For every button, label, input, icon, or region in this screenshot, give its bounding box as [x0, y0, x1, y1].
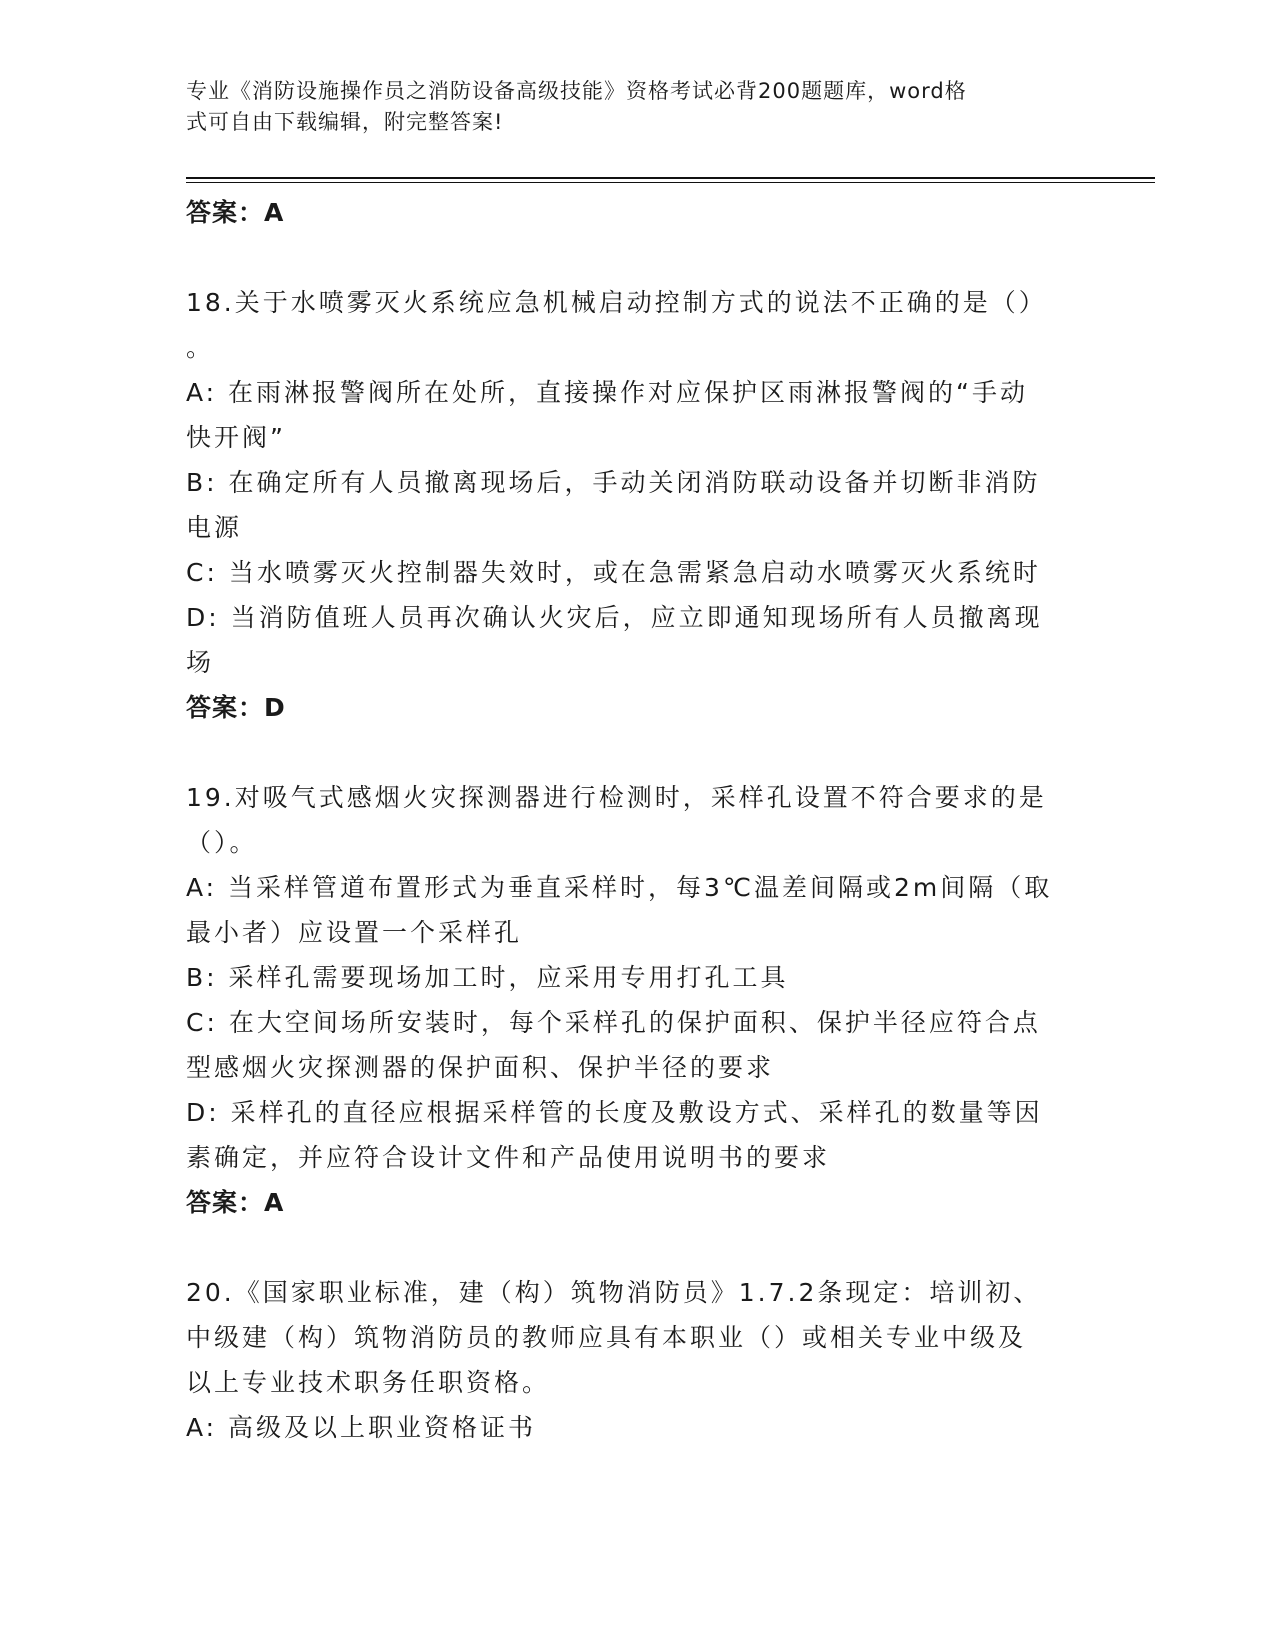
- header-line-2: 式可自由下载编辑，附完整答案!: [186, 110, 504, 134]
- text-line: 中级建（构）筑物消防员的教师应具有本职业（）或相关专业中级及: [186, 1323, 1027, 1352]
- text-line: A: 高级及以上职业资格证书: [186, 1413, 537, 1442]
- text-line: 。: [186, 333, 215, 362]
- header-divider-thin: [186, 182, 1155, 183]
- text-line: 电源: [186, 513, 243, 542]
- text-line: 19.对吸气式感烟火灾探测器进行检测时，采样孔设置不符合要求的是: [186, 783, 1047, 812]
- text-line: C: 当水喷雾灭火控制器失效时，或在急需紧急启动水喷雾灭火系统时: [186, 558, 1041, 587]
- paragraph-gap: [186, 1225, 1076, 1270]
- answer-line: 答案：D: [186, 693, 286, 722]
- paragraph-gap: [186, 235, 1076, 280]
- question-content: [186, 190, 1076, 1450]
- header-divider-thick: [186, 177, 1155, 179]
- text-line: 18.关于水喷雾灭火系统应急机械启动控制方式的说法不正确的是（）: [186, 288, 1047, 317]
- text-line: 最小者）应设置一个采样孔: [186, 918, 523, 947]
- text-line: A: 在雨淋报警阀所在处所，直接操作对应保护区雨淋报警阀的“手动: [186, 378, 1028, 407]
- document-header: [186, 76, 1066, 138]
- text-line: 快开阀”: [186, 423, 286, 452]
- text-line: B: 在确定所有人员撤离现场后，手动关闭消防联动设备并切断非消防: [186, 468, 1041, 497]
- answer-line: 答案：A: [186, 198, 285, 227]
- text-line: 场: [186, 648, 215, 677]
- text-line: 以上专业技术职务任职资格。: [186, 1368, 551, 1397]
- text-line: A: 当采样管道布置形式为垂直采样时，每3℃温差间隔或2m间隔（取: [186, 873, 1053, 902]
- text-line: D: 当消防值班人员再次确认火灾后，应立即通知现场所有人员撤离现: [186, 603, 1043, 632]
- text-line: C: 在大空间场所安装时，每个采样孔的保护面积、保护半径应符合点: [186, 1008, 1041, 1037]
- paragraph-gap: [186, 730, 1076, 775]
- text-line: 型感烟火灾探测器的保护面积、保护半径的要求: [186, 1053, 775, 1082]
- text-line: B: 采样孔需要现场加工时，应采用专用打孔工具: [186, 963, 789, 992]
- text-line: （）。: [186, 828, 258, 857]
- text-line: 20.《国家职业标准，建（构）筑物消防员》1.7.2条现定：培训初、: [186, 1278, 1042, 1307]
- text-line: D: 采样孔的直径应根据采样管的长度及敷设方式、采样孔的数量等因: [186, 1098, 1043, 1127]
- answer-line: 答案：A: [186, 1188, 285, 1217]
- header-line-1: 专业《消防设施操作员之消防设备高级技能》资格考试必背200题题库，word格: [186, 79, 967, 103]
- text-line: 素确定，并应符合设计文件和产品使用说明书的要求: [186, 1143, 831, 1172]
